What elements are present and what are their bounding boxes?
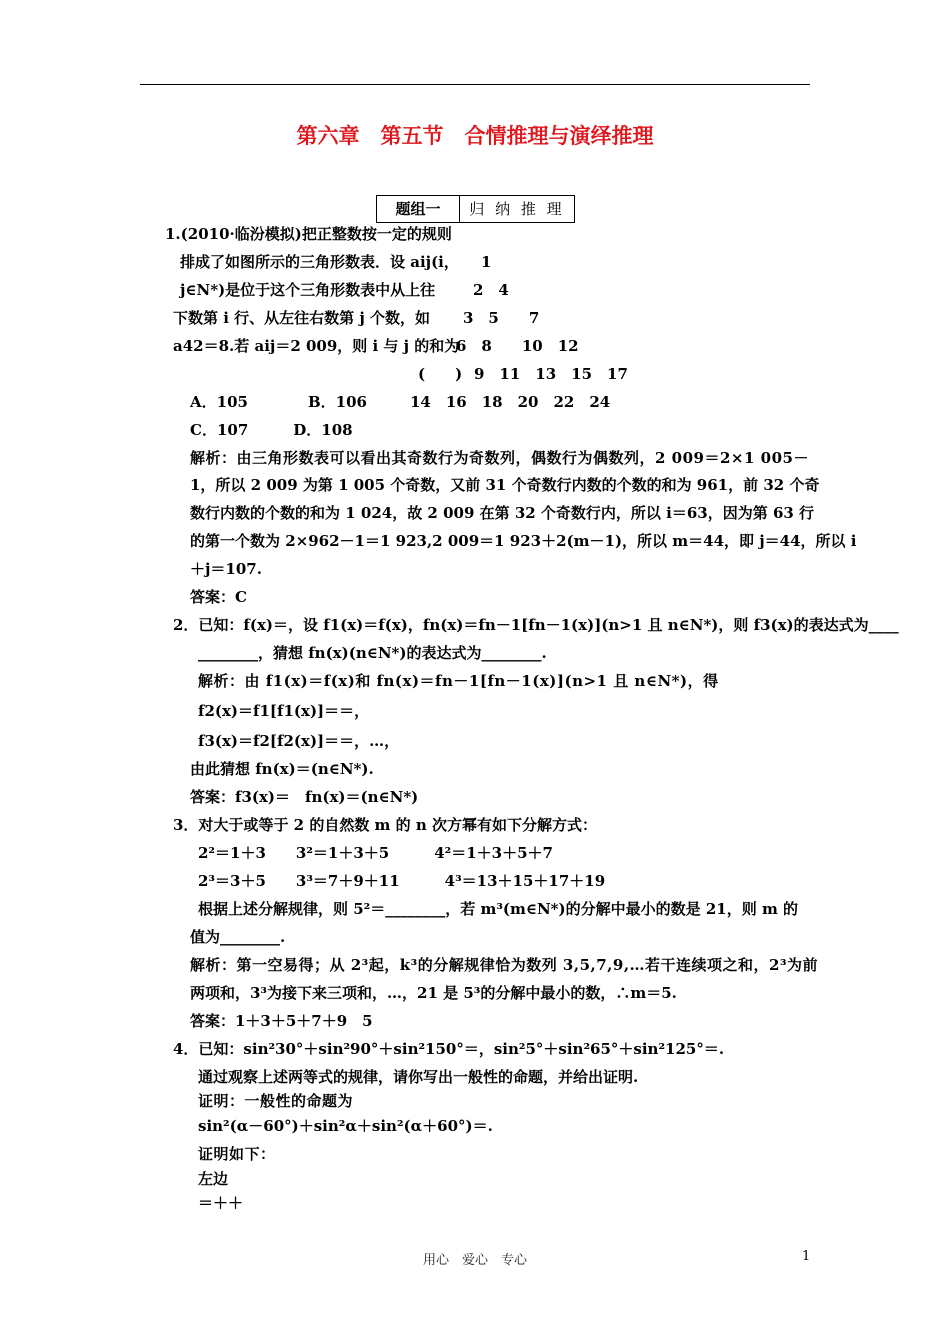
text-line: 证明：一般性的命题为: [198, 1092, 354, 1110]
text-line: 两项和，3³为接下来三项和，…，21 是 5³的分解中最小的数，∴m＝5.: [190, 984, 677, 1002]
problem-group-tag: [376, 195, 575, 223]
text-line: 下数第 i 行、从左往右数第 j 个数，如: [173, 309, 431, 327]
text-line: 左边: [198, 1170, 229, 1188]
group-topic: 归 纳 推 理: [469, 200, 565, 218]
text-line: 通过观察上述两等式的规律，请你写出一般性的命题，并给出证明.: [198, 1068, 639, 1086]
text-line: 答案：1＋3＋5＋7＋9 5: [190, 1012, 373, 1030]
text-line: 答案：C: [190, 588, 247, 606]
text-line: 解析：由 f1(x)＝f(x)和 fn(x)＝fn－1[fn－1(x)](n>1 且 n∈N*)，得: [198, 672, 719, 690]
text-line: 2．已知：f(x)＝，设 f1(x)＝f(x)，fn(x)＝fn－1[fn－1(x)](n>1 且 n∈N*)，则 f3(x)的表达式为____: [173, 616, 899, 634]
text-line: 1.(2010·临汾模拟)把正整数按一定的规则: [165, 225, 452, 243]
header-rule: [140, 84, 810, 85]
text-line: 解析：由三角形数表可以看出其奇数行为奇数列，偶数行为偶数列，2 009＝2×1 005－: [190, 449, 809, 467]
text-line: 2³＝3＋5 3³＝7＋9＋11 4³＝13＋15＋17＋19: [198, 872, 606, 890]
triangle-row: 6 8 10 12: [456, 337, 579, 355]
page-number: 1: [802, 1249, 811, 1264]
text-line: ＋j＝107.: [190, 560, 262, 578]
text-line: 3．对大于或等于 2 的自然数 m 的 n 次方幂有如下分解方式：: [173, 816, 597, 834]
text-line: 排成了如图所示的三角形数表．设 aij(i，: [180, 253, 459, 271]
text-line: 1，所以 2 009 为第 1 005 个奇数，又前 31 个奇数行内数的个数的和为 961，前 32 个奇: [190, 476, 820, 494]
triangle-row: 1: [481, 253, 492, 271]
text-line: 根据上述分解规律，则 5²＝________，若 m³(m∈N*)的分解中最小的数是 21，则 m 的: [198, 900, 799, 918]
triangle-row: 9 11 13 15 17: [474, 365, 628, 383]
triangle-row: 14 16 18 20 22 24: [410, 393, 611, 411]
text-line: 值为________.: [190, 928, 286, 946]
page-footer: 用心 爱心 专心: [422, 1253, 527, 1268]
text-line: A．105 B．106: [190, 393, 367, 411]
text-line: ________，猜想 fn(x)(n∈N*)的表达式为________.: [198, 644, 547, 662]
text-line: f3(x)＝f2[f2(x)]＝＝，…，: [198, 732, 400, 750]
text-line: 4．已知：sin²30°＋sin²90°＋sin²150°＝，sin²5°＋sin²65°＋sin²125°＝.: [173, 1040, 725, 1058]
group-label: 题组一: [377, 196, 460, 222]
text-line: a42＝8.若 aij＝2 009，则 i 与 j 的和为: [173, 337, 460, 355]
text-line: f2(x)＝f1[f1(x)]＝＝，: [198, 702, 370, 720]
text-line: 答案：f3(x)＝ fn(x)＝(n∈N*): [190, 788, 419, 806]
page-title: 第六章 第五节 合情推理与演绎推理: [296, 123, 654, 148]
text-line: C．107 D．108: [190, 421, 353, 439]
triangle-row: 2 4: [473, 281, 509, 299]
text-line: 由此猜想 fn(x)＝(n∈N*).: [190, 760, 374, 778]
text-line: sin²(α－60°)＋sin²α＋sin²(α＋60°)＝.: [198, 1117, 493, 1135]
triangle-row: 3 5 7: [463, 309, 540, 327]
text-line: 的第一个数为 2×962－1＝1 923,2 009＝1 923＋2(m－1)，所以 m＝44，即 j＝44，所以 i: [190, 532, 857, 550]
text-line: 证明如下：: [198, 1145, 276, 1163]
text-line: 数行内数的个数的和为 1 024，故 2 009 在第 32 个奇数行内，所以 i＝63，因为第 63 行: [190, 504, 815, 522]
text-line: 解析：第一空易得；从 2³起，k³的分解规律恰为数列 3,5,7,9,…若干连续项之和，2³为前: [190, 956, 819, 974]
text-line: 2²＝1＋3 3²＝1＋3＋5 4²＝1＋3＋5＋7: [198, 844, 553, 862]
text-line: ( ): [418, 365, 463, 383]
text-line: ＝＋＋: [198, 1194, 244, 1212]
text-line: j∈N*)是位于这个三角形数表中从上往: [180, 281, 436, 299]
